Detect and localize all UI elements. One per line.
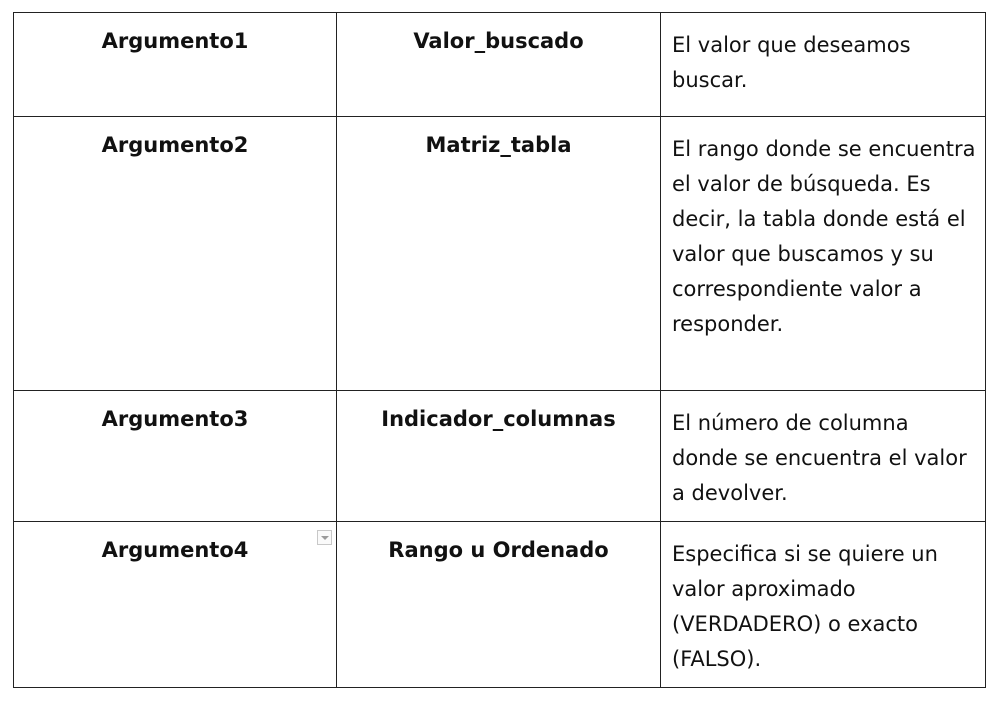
table-row bbox=[14, 522, 986, 688]
parameter-cell[interactable]: Indicador_columnas bbox=[337, 391, 661, 522]
argument-cell[interactable]: Argumento1 bbox=[14, 13, 337, 117]
arguments-table bbox=[13, 12, 986, 688]
parameter-cell[interactable]: Rango u Ordenado bbox=[337, 522, 661, 688]
parameter-cell[interactable]: Matriz_tabla bbox=[337, 117, 661, 391]
argument-cell[interactable]: Argumento3 bbox=[14, 391, 337, 522]
chevron-down-icon[interactable] bbox=[317, 530, 332, 545]
table-row bbox=[14, 391, 986, 522]
parameter-cell[interactable]: Valor_buscado bbox=[337, 13, 661, 117]
argument-cell-with-dropdown[interactable] bbox=[14, 522, 337, 688]
argument-cell[interactable]: Argumento2 bbox=[14, 117, 337, 391]
description-cell[interactable]: El número de columna donde se encuentra el valor a devolver. bbox=[661, 391, 986, 522]
table-row bbox=[14, 13, 986, 117]
description-cell[interactable]: Especifica si se quiere un valor aproximado (VERDADERO) o exacto (FALSO). bbox=[661, 522, 986, 688]
description-cell[interactable]: El valor que deseamos buscar. bbox=[661, 13, 986, 117]
argument-label: Argumento4 bbox=[101, 538, 249, 562]
description-cell[interactable]: El rango donde se encuentra el valor de búsqueda. Es decir, la tabla donde está el valor que buscamos y su correspondiente valor a responder. bbox=[661, 117, 986, 391]
table-row bbox=[14, 117, 986, 391]
